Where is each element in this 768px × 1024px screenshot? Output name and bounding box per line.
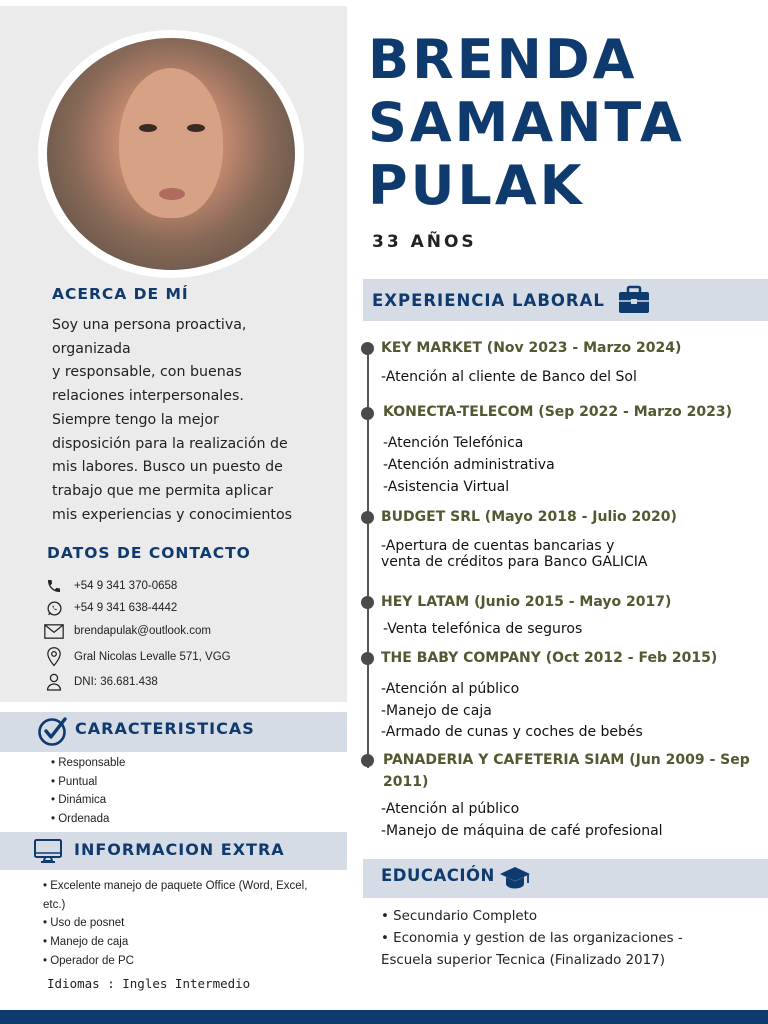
timeline-dot [361,652,374,665]
list-item: • Manejo de caja [43,936,129,949]
footer-bar [0,1010,768,1024]
list-item: • Economia y gestion de las organizaciones - [381,931,683,946]
job-task: venta de créditos para Banco GALICIA [381,554,648,570]
age: 33 AÑOS [372,232,477,252]
timeline-dot [361,407,374,420]
list-item: • Uso de posnet [43,917,125,930]
graduation-cap-icon [498,864,532,892]
job-task: -Atención administrativa [383,457,555,473]
list-item: • Dinámica [51,794,107,806]
about-line: organizada [52,340,131,357]
about-line: relaciones interpersonales. [52,388,244,405]
phone-icon [44,576,64,596]
extra-info-title: INFORMACION EXTRA [74,840,285,859]
contact-address-row [44,647,231,667]
about-title: ACERCA DE MÍ [52,285,189,303]
about-line: trabajo que me permita aplicar [52,482,273,499]
photo-right-eye [187,124,205,132]
monitor-icon [33,838,63,864]
contact-email-row [44,621,211,641]
timeline-dot [361,754,374,767]
location-pin-icon [44,647,64,667]
job-heading: PANADERIA Y CAFETERIA SIAM (Jun 2009 - Sep 2011) [383,752,750,790]
extra-info-list [43,877,307,971]
briefcase-icon [617,285,651,315]
name-middle: SAMANTA [368,91,685,154]
contact-dni: DNI: 36.681.438 [74,676,158,688]
mail-icon [44,621,64,641]
about-line: mis labores. Busco un puesto de [52,459,283,476]
job-task: -Atención al público [381,801,520,817]
list-item: • Responsable [51,757,126,769]
job-heading: KONECTA-TELECOM (Sep 2022 - Marzo 2023) [383,404,732,420]
list-item: • Ordenada [51,812,110,825]
contact-phone[interactable]: +54 9 341 370-0658 [74,580,178,592]
education-title: EDUCACIÓN [381,866,495,885]
job-task: -Atención al público [381,681,520,697]
job-tasks [381,799,663,842]
job-task: -Apertura de cuentas bancarias y [381,538,615,554]
photo-left-eye [139,124,157,132]
job-heading: BUDGET SRL (Mayo 2018 - Julio 2020) [381,509,677,525]
languages: Idiomas : Ingles Intermedio [47,976,251,991]
list-item: • Excelente manejo de paquete Office (Word, Excel, [43,880,308,892]
characteristics-title: CARACTERISTICAS [75,719,255,738]
list-item: etc.) [43,898,66,911]
contact-title: DATOS DE CONTACTO [47,544,251,562]
job-task: -Armado de cunas y coches de bebés [381,724,643,740]
photo-mouth [159,188,185,200]
contact-email[interactable]: brendapulak@outlook.com [74,625,211,637]
job-tasks [383,432,555,498]
contact-whatsapp[interactable]: +54 9 341 638-4442 [74,602,178,614]
profile-photo [47,38,295,270]
contact-phone-row [44,576,177,596]
job-task: -Atención al cliente de Banco del Sol [381,369,637,385]
job-heading: HEY LATAM (Junio 2015 - Mayo 2017) [381,594,672,610]
contact-address: Gral Nicolas Levalle 571, VGG [74,651,231,663]
job-tasks [381,367,637,389]
person-icon [44,672,64,692]
job-task: -Manejo de máquina de café profesional [381,822,663,839]
about-line: Soy una persona proactiva, [52,317,247,333]
education-list [381,906,683,972]
job-heading: KEY MARKET (Nov 2023 - Marzo 2024) [381,340,682,356]
contact-whatsapp-row [44,598,177,618]
name-first: BRENDA [368,28,638,91]
about-line: y responsable, con buenas [52,364,242,381]
about-text [52,314,302,527]
list-item: Escuela superior Tecnica (Finalizado 2017) [381,953,665,968]
job-task: -Asistencia Virtual [383,479,510,495]
job-tasks [381,538,647,570]
name-last: PULAK [368,154,585,217]
list-item: • Secundario Completo [381,909,538,924]
timeline-dot [361,342,374,355]
job-tasks [383,619,582,641]
timeline-dot [361,511,374,524]
list-item: • Puntual [51,775,98,788]
characteristics-list [51,754,125,828]
job-task: -Manejo de caja [381,702,492,719]
about-line: disposición para la realización de [52,435,288,452]
job-heading: THE BABY COMPANY (Oct 2012 - Feb 2015) [381,650,718,666]
about-line: mis experiencias y conocimientos [52,506,293,523]
about-line: Siempre tengo la mejor [52,411,219,428]
timeline-dot [361,596,374,609]
experience-title: EXPERIENCIA LABORAL [372,291,605,310]
whatsapp-icon [44,598,64,618]
job-task: -Atención Telefónica [383,435,524,451]
job-task: -Venta telefónica de seguros [383,621,583,637]
contact-dni-row [44,672,158,692]
list-item: • Operador de PC [43,954,134,967]
job-tasks [381,679,643,744]
check-circle-icon [37,715,69,747]
